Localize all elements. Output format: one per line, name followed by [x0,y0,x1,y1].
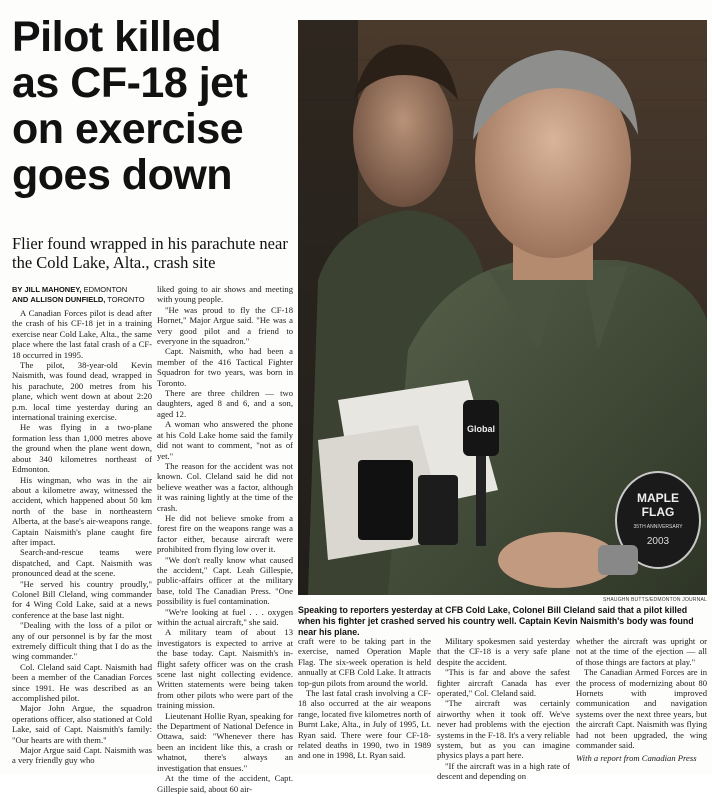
paragraph: "The aircraft was certainly airworthy when it took off. We've never had problems with the ejection systems in the F-18. It's a very reliable system, but as you can imagine physics plays a part here. [437,698,570,761]
article-column-4 [437,636,570,782]
article-signoff: With a report from Canadian Press [576,753,697,764]
paragraph: liked going to air shows and meeting with young people. [157,284,293,305]
photo-illustration [298,20,707,595]
paragraph: A woman who answered the phone at his Cold Lake home said the family did not want to comment, "not as of yet." [157,419,293,461]
subheadline: Flier found wrapped in his parachute near the Cold Lake, Alta., crash site [12,234,288,272]
news-photo [298,20,707,595]
paragraph: His wingman, who was in the air about a kilometre away, witnessed the accident, which happened about 50 km north of the base in northeastern Alberta, at the base's air-weapons range. Captain Naismith's plane caught fire after impact. [12,474,152,547]
paragraph: A Canadian Forces pilot is dead after the crash of his CF-18 jet in a training exercise near Cold Lake, Alta., the same place where the last fatal crash of a CF-18 occurred in 1995. [12,308,152,360]
paragraph: Lieutenant Hollie Ryan, speaking for the Department of National Defence in Ottawa, said: "Whenever there has been an incident like this, a crash or whatnot, there's always an investigation that ensues." [157,710,293,773]
paragraph: The last fatal crash involving a CF-18 also occurred at the air weapons range, located five kilometres north of Burnt Lake, Alta., in July of 1995, Lt. Ryan said. There were four CF-18-related deaths in 1990, two in 1989 and one in 1998, Lt. Ryan said. [298,688,431,761]
article-column-2 [157,284,293,794]
paragraph: whether the aircraft was upright or not at the time of the ejection — all of those things are factors at play." [576,636,707,667]
photo-caption: Speaking to reporters yesterday at CFB Cold Lake, Colonel Bill Cleland said that a pilot killed when his fighter jet crashed served his country well. Captain Kevin Naismith's body was found near his plane. [298,605,694,637]
paragraph: Capt. Naismith, who had been a member of the 416 Tactical Fighter Squadron for two years, was born in Toronto. [157,346,293,388]
paragraph: He did not believe smoke from a forest fire on the weapons range was a factor either, because aircraft were prohibited from flying low over it. [157,512,293,555]
paragraph: He was flying in a two-plane formation less than 1,000 metres above the ground when the plane went down, about 340 kilometres northeast of Edmonton. [12,422,152,475]
paragraph: "He was proud to fly the CF-18 Hornet," Major Argue said. "He was a very good pilot and a friend to everyone in the squadron." [157,304,293,347]
paragraph: Major John Argue, the squadron operations officer, also stationed at Cold Lake, said of Capt. Naismith's family: "Our hearts are with them." [12,703,152,745]
paragraph: Col. Cleland said Capt. Naismith had been a member of the Canadian Forces since 1991. He was described as an accomplished pilot. [12,661,152,704]
paragraph: "He served his country proudly," Colonel Bill Cleland, wing commander for 4 Wing Cold Lake, said at a news conference at the base last night. [12,578,152,620]
paragraph: At the time of the accident, Capt. Gillespie said, about 60 air- [157,773,293,794]
mic-logo: Global [466,424,496,434]
patch-text: MAPLE [637,491,679,505]
byline-author: JILL MAHONEY, [24,285,82,294]
byline-author: ALLISON DUNFIELD, [30,295,106,304]
patch-text: 35TH ANNIVERSARY [633,524,683,530]
paragraph: The pilot, 38-year-old Kevin Naismith, was found dead, wrapped in his parachute, 200 metres from his plane, which went down at about 2:20 p.m. local time yesterday during an international training exercise. [12,360,152,423]
byline-by: BY [12,285,23,294]
paragraph: The reason for the accident was not known. Col. Cleland said he did not believe weather was a factor, although it was raining lightly at the time of the crash. [157,460,293,513]
article-column-1 [12,308,152,766]
paragraph: Search-and-rescue teams were dispatched, and Capt. Naismith was pronounced dead at the scene. [12,547,152,579]
paragraph: A military team of about 13 investigators is expected to arrive at the base today. Capt. Naismith's in-flight safety officer was on the crash scene last night collecting evidence. Written statements were being taken from other pilots who were part of the training mission. [157,627,293,711]
photo-credit: SHAUGHN BUTTS/EDMONTON JOURNAL [603,597,707,603]
headline-line: on exercise [12,105,244,153]
paragraph: craft were to be taking part in the exercise, named Operation Maple Flag. The six-week operation is held annually at CFB Cold Lake. It attracts top-gun pilots from around the world. [298,636,431,688]
byline-place: TORONTO [107,295,145,304]
byline [12,285,152,305]
paragraph: "This is far and above the safest fighter aircraft Canada has ever operated," Col. Cleland said. [437,667,570,699]
paragraph: Military spokesmen said yesterday that the CF-18 is a very safe plane despite the accident. [437,636,570,667]
paragraph: "Dealing with the loss of a pilot or any of our personnel is by far the most extremely difficult thing that I do as the wing commander." [12,620,152,662]
paragraph: "We don't really know what caused the accident," Capt. Leah Gillespie, public-affairs officer at the military base, told The Canadian Press. "One possibility is fuel contamination. [157,554,293,607]
paragraph: "If the aircraft was in a high rate of descent and depending on [437,760,570,782]
headline-line: goes down [12,151,233,199]
paragraph: Major Argue said Capt. Naismith was a very friendly guy who [12,745,152,766]
patch-text: FLAG [641,505,675,519]
headline-line: Pilot killed [12,13,222,61]
article-column-3 [298,636,431,761]
byline-and: AND [12,295,29,304]
headline [12,14,297,198]
headline-line: as CF-18 jet [12,59,248,107]
paragraph: The Canadian Armed Forces are in the process of modernizing about 80 Hornets with improved communication and navigation systems over the next three years, but the aircraft Capt. Naismith was flying had not been upgraded, the wing commander said. [576,667,707,751]
article-column-5 [576,636,707,764]
patch-text: 2003 [646,536,670,547]
paragraph: There are three children — two daughters, aged 8 and 6, and a son, aged 12. [157,388,293,419]
byline-place: EDMONTON [83,285,128,294]
paragraph: "We're looking at fuel . . . oxygen within the actual aircraft," she said. [157,606,293,627]
